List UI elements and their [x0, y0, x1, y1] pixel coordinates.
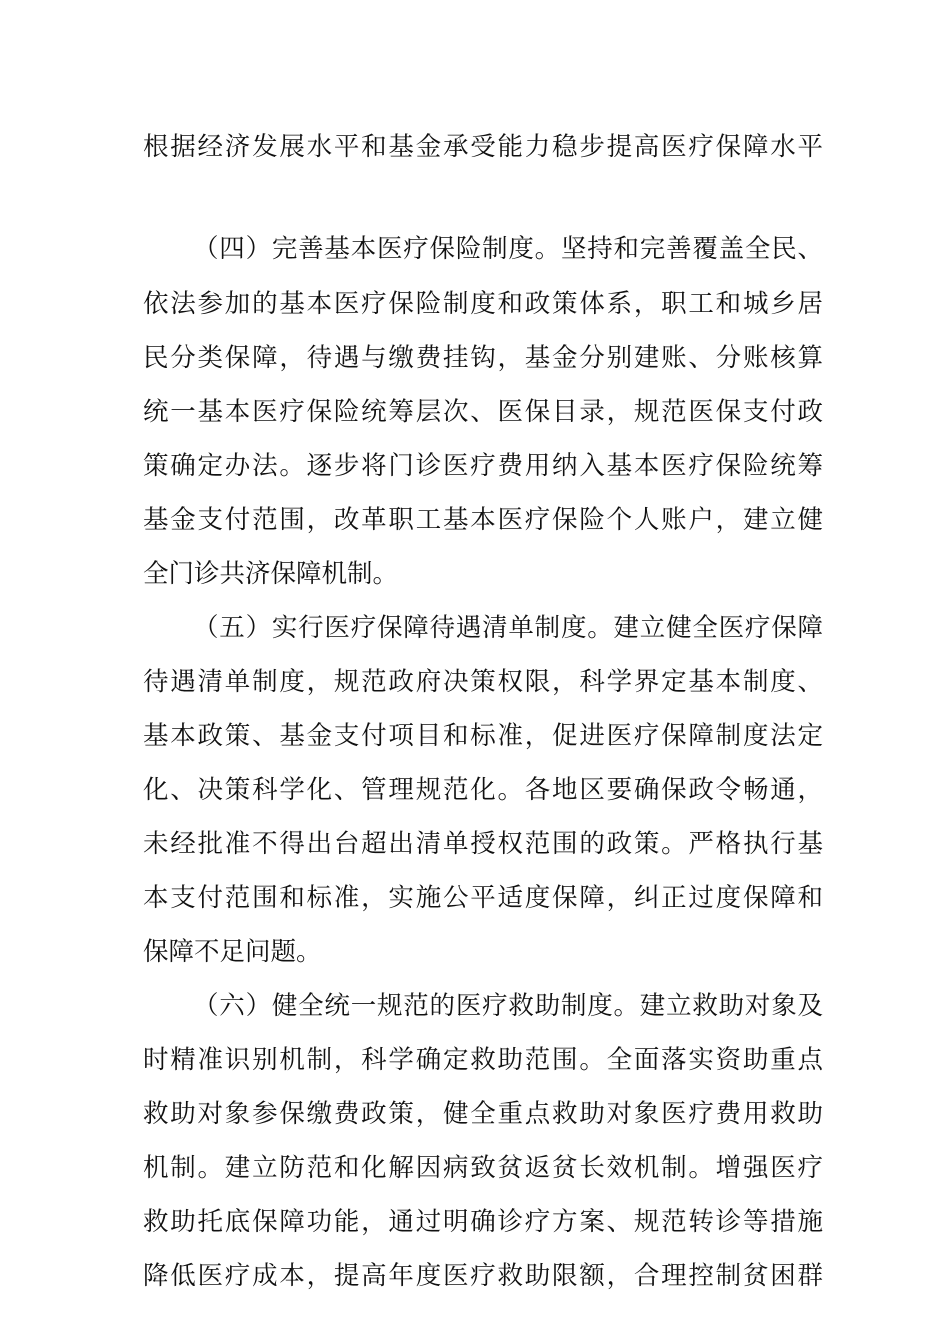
section-5-line-3: 基本政策、基金支付项目和标准，促进医疗保障制度法定 — [143, 721, 823, 751]
section-6-line-3: 救助对象参保缴费政策，健全重点救助对象医疗费用救助 — [143, 1099, 823, 1129]
section-5-line-4: 化、决策科学化、管理规范化。各地区要确保政令畅通， — [143, 775, 823, 805]
section-4-line-4: 统一基本医疗保险统筹层次、医保目录，规范医保支付政 — [143, 397, 823, 427]
section-4-line-6: 基金支付范围，改革职工基本医疗保险个人账户，建立健 — [143, 505, 823, 535]
section-6-line-1: （六）健全统一规范的医疗救助制度。建立救助对象及 — [193, 991, 823, 1021]
section-5-line-6: 本支付范围和标准，实施公平适度保障，纠正过度保障和 — [143, 883, 823, 913]
section-6-line-4: 机制。建立防范和化解因病致贫返贫长效机制。增强医疗 — [143, 1153, 823, 1183]
section-4-line-1: （四）完善基本医疗保险制度。坚持和完善覆盖全民、 — [193, 234, 823, 264]
section-4-line-3: 民分类保障，待遇与缴费挂钩，基金分别建账、分账核算 — [143, 343, 823, 373]
section-5-line-2: 待遇清单制度，规范政府决策权限，科学界定基本制度、 — [143, 667, 823, 697]
heading-line: 根据经济发展水平和基金承受能力稳步提高医疗保障水平 — [143, 132, 823, 162]
section-6-line-2: 时精准识别机制，科学确定救助范围。全面落实资助重点 — [143, 1045, 823, 1075]
section-4-line-7: 全门诊共济保障机制。 — [143, 559, 399, 589]
section-5-line-5: 未经批准不得出台超出清单授权范围的政策。严格执行基 — [143, 829, 823, 859]
section-4-line-5: 策确定办法。逐步将门诊医疗费用纳入基本医疗保险统筹 — [143, 451, 823, 481]
section-6-line-6: 降低医疗成本，提高年度医疗救助限额，合理控制贫困群 — [143, 1261, 823, 1291]
section-5-line-1: （五）实行医疗保障待遇清单制度。建立健全医疗保障 — [193, 613, 823, 643]
section-6-line-5: 救助托底保障功能，通过明确诊疗方案、规范转诊等措施 — [143, 1207, 823, 1237]
section-5-line-7: 保障不足问题。 — [143, 937, 322, 967]
section-4-line-2: 依法参加的基本医疗保险制度和政策体系，职工和城乡居 — [143, 289, 823, 319]
